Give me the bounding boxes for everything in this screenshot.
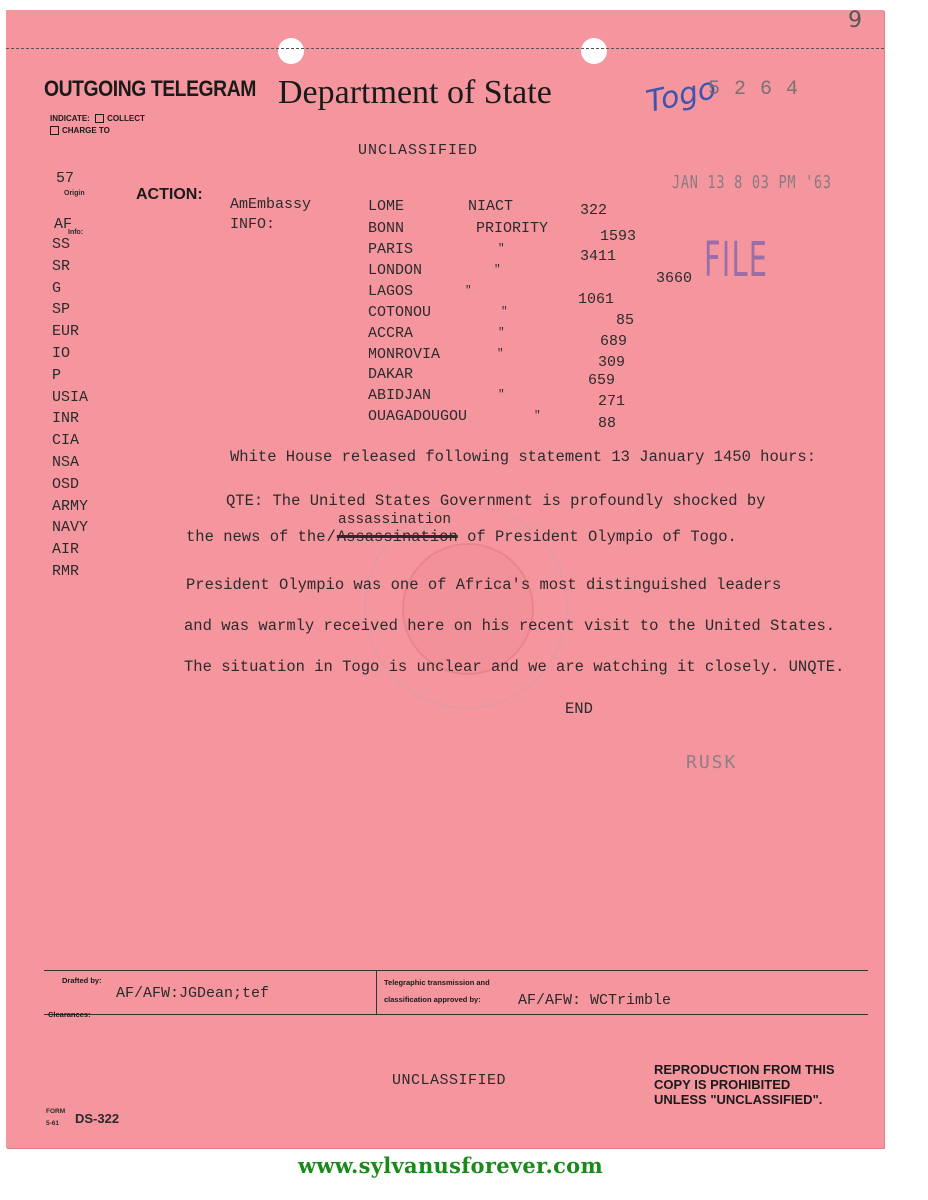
line-2-start: the news of the xyxy=(186,528,326,546)
routing-precedence: PRIORITY xyxy=(476,220,549,237)
indicate-row xyxy=(50,114,145,123)
office-code: RMR xyxy=(52,562,80,580)
routing-post: BONN xyxy=(368,220,405,237)
approval-value: AF/AFW: WCTrimble xyxy=(518,992,672,1009)
collect-checkbox[interactable] xyxy=(95,114,104,123)
office-code: INR xyxy=(52,410,80,428)
line-2-struck: Assassination xyxy=(336,528,458,546)
repro-line-1: REPRODUCTION FROM THIS xyxy=(654,1062,835,1077)
routing-post: OUAGADOUGOU xyxy=(368,408,468,425)
charge-row xyxy=(50,126,110,135)
routing-post: LAGOS xyxy=(368,283,414,300)
approval-label-2: classification approved by: xyxy=(384,995,481,1004)
office-code: AIR xyxy=(52,541,80,559)
footer-rule-top xyxy=(44,970,868,971)
info-label-small: Info: xyxy=(68,229,84,236)
routing-post: COTONOU xyxy=(368,304,432,321)
office-code: IO xyxy=(52,344,71,362)
classification-bottom: UNCLASSIFIED xyxy=(392,1072,507,1089)
punch-hole xyxy=(581,38,607,64)
office-code: ARMY xyxy=(52,497,89,515)
routing-post: ABIDJAN xyxy=(368,387,432,404)
routing-number: 1061 xyxy=(578,291,615,308)
repro-line-3: UNLESS "UNCLASSIFIED". xyxy=(654,1092,823,1107)
info-label: INFO: xyxy=(230,216,276,233)
routing-number: 271 xyxy=(598,393,626,410)
office-code: OSD xyxy=(52,475,80,493)
collect-label: COLLECT xyxy=(107,114,145,123)
office-code: EUR xyxy=(52,323,80,341)
routing-precedence: " xyxy=(534,410,541,422)
routing-precedence: " xyxy=(497,348,504,360)
office-code: SR xyxy=(52,257,71,275)
origin-first-office: AF xyxy=(54,216,73,233)
routing-number: 689 xyxy=(600,333,628,350)
routing-precedence: " xyxy=(498,243,505,255)
message-line-4: and was warmly received here on his recent visit to the United States. xyxy=(184,617,836,635)
routing-precedence: " xyxy=(498,327,505,339)
routing-precedence: " xyxy=(498,389,505,401)
charge-to-label: CHARGE TO xyxy=(62,126,110,135)
routing-number: 1593 xyxy=(600,228,637,245)
routing-precedence: " xyxy=(494,264,501,276)
routing-number: 3660 xyxy=(656,270,693,287)
outgoing-telegram-title: OUTGOING TELEGRAM xyxy=(44,76,256,101)
routing-post: LOME xyxy=(368,198,405,215)
message-intro: White House released following statement 13 January 1450 hours: xyxy=(230,448,816,466)
form-label: FORM xyxy=(46,1108,66,1115)
office-code: CIA xyxy=(52,432,80,450)
routing-post: LONDON xyxy=(368,262,423,279)
form-number: DS-322 xyxy=(75,1111,120,1126)
routing-number: 659 xyxy=(588,372,616,389)
handwritten-country: Togo xyxy=(643,71,720,120)
telegram-number: 5 2 6 4 xyxy=(708,78,800,101)
indicate-label: INDICATE: xyxy=(50,114,90,123)
office-code: SS xyxy=(52,236,71,253)
date-stamp: JAN 13 8 03 PM '63 xyxy=(672,172,832,193)
message-line-5: The situation in Togo is unclear and we are watching it closely. UNQTE. xyxy=(184,658,845,676)
routing-post: MONROVIA xyxy=(368,346,441,363)
office-code: SP xyxy=(52,301,71,319)
corner-number: 9 xyxy=(848,8,862,33)
origin-label: Origin xyxy=(64,190,85,197)
message-line-1: QTE: The United States Government is profoundly shocked by xyxy=(226,492,766,510)
message-line-3: President Olympio was one of Africa's most distinguished leaders xyxy=(186,576,782,594)
footer-divider xyxy=(376,970,377,1014)
routing-post: PARIS xyxy=(368,241,414,258)
drafted-value: AF/AFW:JGDean;tef xyxy=(116,985,270,1002)
signature-stamp: RUSK xyxy=(686,752,738,773)
repro-line-2: COPY IS PROHIBITED xyxy=(654,1077,791,1092)
reproduction-notice xyxy=(654,1062,835,1107)
message-end: END xyxy=(565,700,593,718)
office-code: USIA xyxy=(52,388,89,406)
office-code: NAVY xyxy=(52,519,89,537)
approval-label-1: Telegraphic transmission and xyxy=(384,978,490,987)
origin-number: 57 xyxy=(56,170,75,187)
routing-number: 88 xyxy=(598,415,617,432)
classification-top: UNCLASSIFIED xyxy=(358,142,479,159)
drafted-label: Drafted by: xyxy=(62,976,102,985)
routing-number: 309 xyxy=(598,354,626,371)
routing-precedence: " xyxy=(465,285,472,297)
message-insertion: assassination xyxy=(338,512,452,528)
routing-precedence: " xyxy=(501,306,508,318)
routing-post: ACCRA xyxy=(368,325,414,342)
office-code: NSA xyxy=(52,453,80,471)
perforation-line xyxy=(6,48,884,49)
office-list xyxy=(52,234,88,583)
office-code: G xyxy=(52,279,62,297)
form-date: 5-61 xyxy=(46,1120,60,1127)
addressee: AmEmbassy xyxy=(230,196,312,213)
routing-number: 3411 xyxy=(580,248,617,265)
footer-rule-bottom xyxy=(44,1014,868,1015)
routing-number: 85 xyxy=(616,312,635,329)
routing-list xyxy=(368,196,693,441)
routing-number: 322 xyxy=(580,202,608,219)
message-line-2: the news of the/Assassination of President Olympio of Togo. xyxy=(186,528,737,546)
action-label: ACTION: xyxy=(136,186,203,203)
website-link[interactable]: www.sylvanusforever.com xyxy=(298,1153,603,1178)
file-stamp: FILE xyxy=(704,232,769,288)
routing-post: DAKAR xyxy=(368,366,414,383)
clearances-label: Clearances: xyxy=(48,1010,91,1019)
department-title: Department of State xyxy=(278,74,552,111)
punch-hole xyxy=(278,38,304,64)
routing-precedence: NIACT xyxy=(468,198,514,215)
charge-to-checkbox[interactable] xyxy=(50,126,59,135)
office-code: P xyxy=(52,366,62,384)
line-2-end: of President Olympio of Togo. xyxy=(467,528,737,546)
